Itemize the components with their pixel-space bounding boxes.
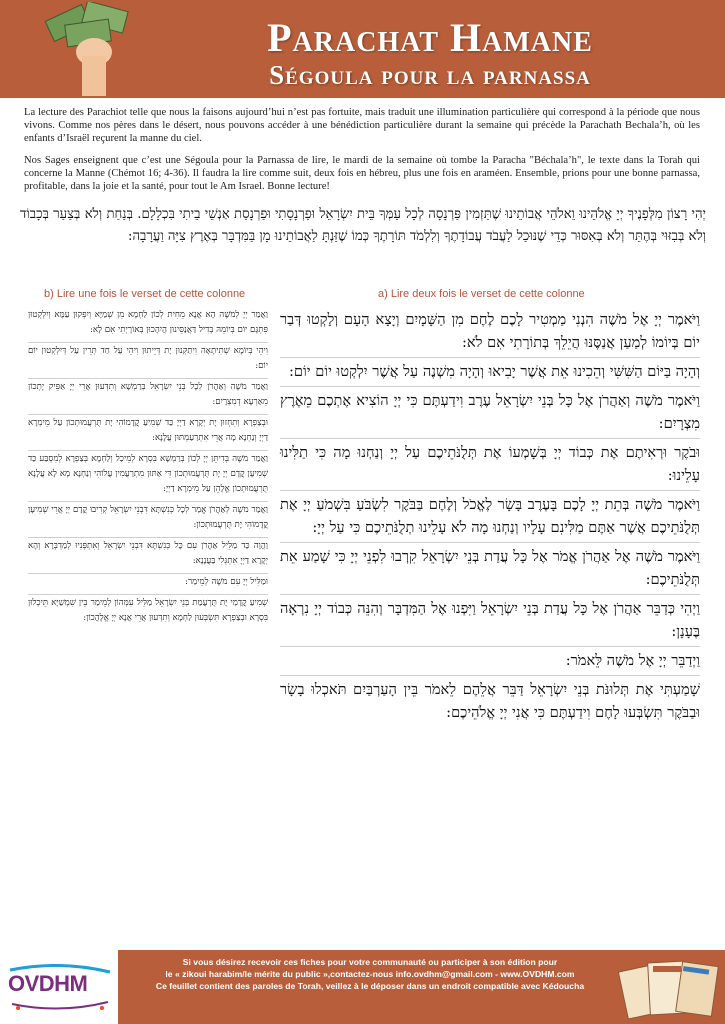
hebrew-verse: וַיְדַבֵּר יְיָ אֶל מֹשֶׁה לֵּאמֹר: xyxy=(280,647,700,676)
aramaic-verses-column xyxy=(28,307,268,630)
sample-sheets-thumbnail-icon xyxy=(615,954,723,1022)
column-b-heading: b) Lire une fois le verset de cette colonne xyxy=(44,288,246,300)
aramaic-verse: וַאֲמַר מֹשֶׁה וְאַהֲרֹן לְכָל בְּנֵי יִשְׂרָאֵל בְּרַמְשָׁא וְתִדְּעוּן אֲרֵי יְיָ אַפֵּיק יָתְכוֹן מֵאַרְעָא דְמִצְרָיִם: xyxy=(28,379,268,415)
aramaic-verse: וּמַלִּיל יְיָ עִם מֹשֶׁה לְמֵימַר: xyxy=(28,574,268,595)
intro-paragraph-1: La lecture des Parachiot telle que nous la faisons aujourd’hui n’est pas fortuite, mais traduit une illumination particulière qui correspond à la période que nous vivons. Comme nos pères dans le désert, nous pouvons accéder à une bénédiction particulière durant la semaine qui précède la Parachath Bechala’h, où les enfants d’Israël reçurent la manne du ciel. xyxy=(24,107,700,144)
page-title: Parachat Hamane xyxy=(267,15,593,60)
footer-text xyxy=(130,956,610,992)
aramaic-verse: וּבְצַפְרָא וְתִחְזוּן יָת יְקָרָא דַיְיָ כַּד שְׁמִיעַ קֳדָמוֹהִי יָת תֻּרְעֲמוּתְכוֹן עַל מֵימְרָא דַיְיָ וְנַחְנָא מָה אֲרֵי אִתְרַעַמְתּוּן עֲלָנָא: xyxy=(28,415,268,451)
prayer-text: יְהִי רָצוֹן מִלְּפָנֶיךָ יְיָ אֱלֹהֵינוּ וֵאלֹהֵי אֲבוֹתֵינוּ שֶׁתַּזְמִין פַּרְנָסָה לְכָל עַמְּךָ בֵּית יִשְׂרָאֵל וּפַרְנָסָתִי וּפַרְנָסַת אַנְשֵׁי בֵיתִי בִּכְלָלָם. בְּנַחַת וְלֹא בְּצַעַר בְּכָבוֹד וְלֹא בְּבִזּוּי בְּהֶתֵּר וְלֹא בְּאִסּוּר כְּדֵי שֶׁנּוּכַל לַעֲבֹד עֲבוֹדָתֶךָ וְלִלְמֹד תּוֹרָתֶךָ כְּמוֹ שֶׁזַּנְתָּ לַאֲבוֹתֵינוּ מָן בַּמִּדְבָּר בְּאֶרֶץ צִיָּה וַעֲרָבָה: xyxy=(20,207,706,244)
intro-paragraph-2: Nos Sages enseignent que c’est une Ségoula pour la Parnassa de lire, le mardi de la semaine où tombe la Paracha "Béchala’h", le texte dans la Torah qui concerne la Manne (Chémot 16; 4-36). Il faudra la lire comme suit, deux fois en hébreu, plus une fois en araméen. Ensemble, prions pour une bonne parnassa, profitable, dans la joie et la santé, pour tout le Am Israel. Bonne lecture! xyxy=(24,155,700,192)
aramaic-verse: וַאֲמַר מֹשֶׁה בְּדִיתֵּן יְיָ לְכוֹן בְּרַמְשָׁא בִּסְרָא לְמֵיכַל וְלַחְמָא בְּצַפְרָא לְמִסְבַּע כַּד שְׁמִיעָן קֳדָם יְיָ יָת תֻּרְעֲמוּתְכוֹן דִּי אַתּוּן מִתְרַעֲמִין עֲלוֹהִי וְנַחְנָא מָא לָא עֲלָנָא תֻּרְעֲמוּתְכוֹן אֱלָהֵן עַל מֵימְרָא דַיְיָ: xyxy=(28,451,268,502)
column-a-heading: a) Lire deux fois le verset de cette colonne xyxy=(378,288,585,300)
hebrew-verse: וַיֹּאמֶר מֹשֶׁה וְאַהֲרֹן אֶל כָּל בְּנֵי יִשְׂרָאֵל עֶרֶב וִידַעְתֶּם כִּי יְיָ הוֹצִיא אֶתְכֶם מֵאֶרֶץ מִצְרָיִם: xyxy=(280,387,700,439)
aramaic-verse: וִיהֵי בְּיוֹמָא שְׁתִיתָאָה וִיתַקְּנוּן יָת דְּיֵיתוּן וִיהֵי עַל חַד תְּרֵין עַל דְּיִלְקְטוּן יוֹם יוֹם: xyxy=(28,343,268,379)
hebrew-verse: וַיֹּאמֶר מֹשֶׁה בְּתֵת יְיָ לָכֶם בָּעֶרֶב בָּשָׂר לֶאֱכֹל וְלֶחֶם בַּבֹּקֶר לִשְׂבֹּעַ בִּשְׁמֹעַ יְיָ אֶת תְּלֻנֹּתֵיכֶם אֲשֶׁר אַתֶּם מַלִּינִם עָלָיו וְנַחְנוּ מָה לֹא עָלֵינוּ תְלֻנֹּתֵיכֶם כִּי עַל יְיָ: xyxy=(280,491,700,543)
hebrew-verse: וּבֹקֶר וּרְאִיתֶם אֶת כְּבוֹד יְיָ בְּשָׁמְעוֹ אֶת תְּלֻנֹּתֵיכֶם עַל יְיָ וְנַחְנוּ מָה כִּי תַלִּינוּ עָלֵינוּ: xyxy=(280,439,700,491)
page-subtitle: Ségoula pour la parnassa xyxy=(269,60,591,90)
header-banner xyxy=(0,0,725,98)
hebrew-verse: וַיֹּאמֶר מֹשֶׁה אֶל אַהֲרֹן אֱמֹר אֶל כָּל עֲדַת בְּנֵי יִשְׂרָאֵל קִרְבוּ לִפְנֵי יְיָ כִּי שָׁמַע אֵת תְּלֻנֹּתֵיכֶם: xyxy=(280,543,700,595)
footer-line-2[interactable]: le « zikoui harabim/le mérite du public »,contactez-nous info.ovdhm@gmail.com - www.OVDHM.com xyxy=(165,969,575,979)
hebrew-verse: וַיְהִי כְּדַבֵּר אַהֲרֹן אֶל כָּל עֲדַת בְּנֵי יִשְׂרָאֵל וַיִּפְנוּ אֶל הַמִּדְבָּר וְהִנֵּה כְּבוֹד יְיָ נִרְאָה בֶּעָנָן: xyxy=(280,595,700,647)
hebrew-verse: וְהָיָה בַּיּוֹם הַשִּׁשִּׁי וְהֵכִינוּ אֵת אֲשֶׁר יָבִיאוּ וְהָיָה מִשְׁנֶה עַל אֲשֶׁר יִלְקְטוּ יוֹם יוֹם: xyxy=(280,358,700,387)
hebrew-verse: שָׁמַעְתִּי אֶת תְּלוּנֹּת בְּנֵי יִשְׂרָאֵל דַּבֵּר אֲלֵהֶם לֵאמֹר בֵּין הָעַרְבַּיִם תֹּאכְלוּ בָשָׂר וּבַבֹּקֶר תִּשְׂבְּעוּ לָחֶם וִידַעְתֶּם כִּי אֲנִי יְיָ אֱלֹהֵיכֶם: xyxy=(280,681,700,721)
aramaic-verse: וַאֲמַר יְיָ לְמֹשֶׁה הָא אֲנָא מֵחִית לְכוֹן לַחְמָא מִן שְׁמַיָּא וְיִפְּקוּן עַמָּא וְיִלְקְטוּן פִּתְגָּם יוֹם בְּיוֹמֵהּ בְּדִיל דַּאֲנַסֵּינוּן הֲיִהָכוּן בְּאוֹרָיְתִי אִם לָא: xyxy=(28,307,268,343)
hebrew-verses-column xyxy=(280,306,700,727)
aramaic-verse: וַהֲוָה כַּד מַלֵּיל אַהֲרֹן עִם כָּל כְּנִשְׁתָּא דִּבְנֵי יִשְׂרָאֵל וְאִתְפְּנִיוּ לְמַדְבְּרָא וְהָא יְקָרָא דַיְיָ אִתְגְּלִי בַּעֲנָנָא: xyxy=(28,538,268,574)
aramaic-verse: שְׁמִיעַ קֳדָמַי יָת תֻּרְעֲמַת בְּנֵי יִשְׂרָאֵל מַלֵּיל עִמְּהוֹן לְמֵימַר בֵּין שִׁמְשַׁיָּא תֵּיכְלוּן בִּסְרָא וּבְצַפְרָא תִּשְׂבְּעוּן לַחְמָא וְתִדְּעוּן אֲרֵי אֲנָא יְיָ אֱלָהֲכוֹן: xyxy=(28,598,268,623)
hebrew-verse: וַיֹּאמֶר יְיָ אֶל מֹשֶׁה הִנְנִי מַמְטִיר לָכֶם לֶחֶם מִן הַשָּׁמָיִם וְיָצָא הָעָם וְלָקְטוּ דְּבַר יוֹם בְּיוֹמוֹ לְמַעַן אֲנַסֶּנּוּ הֲיֵלֵךְ בְּתוֹרָתִי אִם לֹא: xyxy=(280,306,700,358)
hand-with-money-icon xyxy=(44,2,139,96)
logo: OVDHM xyxy=(8,971,88,996)
footer-line-1: Si vous désirez recevoir ces fiches pour votre communauté ou participer à son édition pour xyxy=(182,957,558,967)
footer-line-3: Ce feuillet contient des paroles de Torah, veillez à le déposer dans un endroit compatible avec Kédoucha xyxy=(155,981,585,991)
aramaic-verse: וַאֲמַר מֹשֶׁה לְאַהֲרֹן אֱמַר לְכָל כְּנִשְׁתָּא דִּבְנֵי יִשְׂרָאֵל קְרִיבוּ קֳדָם יְיָ אֲרֵי שְׁמִיעָן קֳדָמוֹהִי יָת תֻּרְעֲמוּתְכוֹן: xyxy=(28,502,268,538)
